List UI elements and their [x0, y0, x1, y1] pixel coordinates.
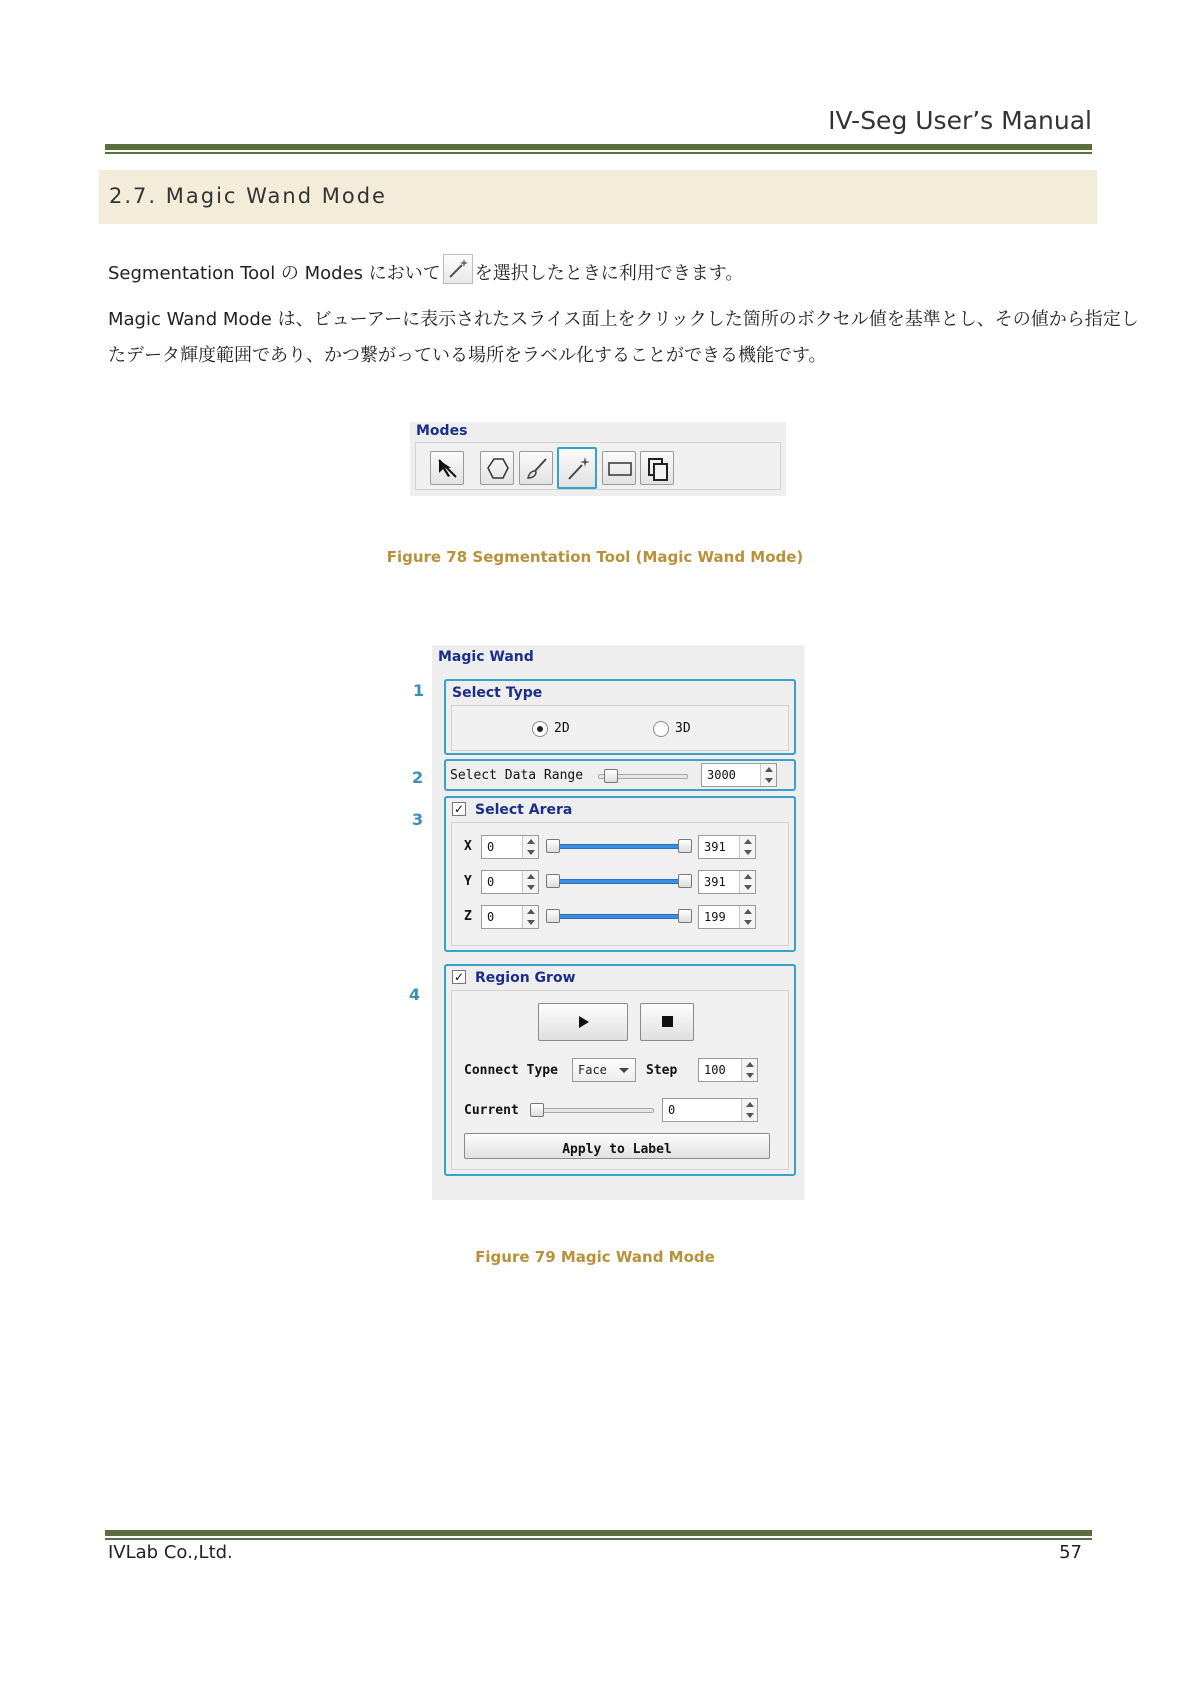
connect-type-value: Face [578, 1063, 607, 1077]
stop-icon [641, 1004, 695, 1040]
brush-icon [524, 456, 550, 482]
intro-text-before: Segmentation Tool の Modes において [108, 263, 441, 284]
magic-wand-icon [443, 254, 473, 284]
z-max-spinbox[interactable] [698, 905, 756, 929]
y-range-min-handle[interactable] [546, 874, 560, 888]
apply-to-label-button[interactable] [464, 1133, 770, 1159]
x-max-spinbox[interactable] [698, 835, 756, 859]
figure-79-caption: Figure 79 Magic Wand Mode [475, 1248, 715, 1266]
header-rule [105, 144, 1092, 154]
y-min-value: 0 [487, 875, 495, 889]
modes-toolbar [415, 442, 781, 490]
play-icon [539, 1004, 629, 1040]
x-min-value: 0 [487, 840, 495, 854]
chevron-down-icon [619, 1068, 629, 1073]
current-spinbox[interactable] [662, 1098, 758, 1122]
polygon-icon [485, 456, 511, 482]
apply-to-label-text: Apply to Label [562, 1142, 672, 1157]
axis-x-label: X [464, 839, 472, 854]
select-type-group [444, 679, 796, 755]
rectangle-icon [607, 456, 633, 482]
magic-wand-panel [432, 645, 804, 1200]
y-min-spinbox[interactable] [481, 870, 539, 894]
step-label: Step [646, 1063, 678, 1078]
y-max-spinbox[interactable] [698, 870, 756, 894]
select-type-options [451, 705, 789, 751]
region-grow-checkbox[interactable]: ✓ [453, 970, 465, 984]
select-area-title: Select Arera [475, 802, 573, 818]
radio-3d-label: 3D [675, 721, 691, 736]
callout-4: 4 [409, 985, 421, 1004]
select-type-title: Select Type [452, 685, 543, 701]
callout-3: 3 [412, 810, 424, 829]
region-grow-stop-button[interactable] [640, 1003, 694, 1041]
pointer-tool-button[interactable] [430, 451, 464, 485]
connect-type-label: Connect Type [464, 1063, 558, 1078]
x-max-value: 391 [704, 840, 726, 854]
section-heading-band [99, 170, 1097, 224]
spin-arrows-icon[interactable] [739, 836, 755, 858]
callout-1: 1 [413, 681, 425, 700]
x-range-slider-track[interactable] [552, 844, 682, 849]
magic-wand-icon [563, 453, 593, 485]
brush-tool-button[interactable] [519, 451, 553, 485]
select-area-body [451, 822, 789, 946]
copy-tool-button[interactable] [640, 451, 674, 485]
current-progress-handle[interactable] [530, 1103, 544, 1117]
footer-company: IVLab Co.,Ltd. [108, 1542, 233, 1563]
modes-panel [410, 422, 786, 496]
y-range-max-handle[interactable] [678, 874, 692, 888]
manual-title: IV-Seg User’s Manual [828, 106, 1092, 135]
magic-wand-title: Magic Wand [438, 649, 534, 665]
connect-type-dropdown[interactable] [572, 1058, 636, 1082]
current-value: 0 [668, 1103, 676, 1117]
region-grow-title: Region Grow [475, 970, 576, 986]
current-progress-track [536, 1108, 654, 1113]
data-range-slider-handle[interactable] [604, 769, 618, 783]
spin-arrows-icon[interactable] [522, 871, 538, 893]
modes-title: Modes [416, 423, 468, 439]
y-range-slider-track[interactable] [552, 879, 682, 884]
x-range-max-handle[interactable] [678, 839, 692, 853]
axis-z-label: Z [464, 909, 472, 924]
data-range-spinbox[interactable] [701, 763, 777, 787]
data-range-group [444, 759, 796, 791]
polygon-tool-button[interactable] [480, 451, 514, 485]
magic-wand-tool-button[interactable] [557, 447, 597, 489]
intro-text-after: を選択したときに利用できます。 [474, 263, 744, 284]
footer-rule [105, 1530, 1092, 1540]
x-range-min-handle[interactable] [546, 839, 560, 853]
region-grow-body [451, 990, 789, 1170]
z-max-value: 199 [704, 910, 726, 924]
x-min-spinbox[interactable] [481, 835, 539, 859]
region-grow-group [444, 964, 796, 1176]
intro-paragraph [108, 254, 743, 285]
axis-y-label: Y [464, 874, 472, 889]
region-grow-play-button[interactable] [538, 1003, 628, 1041]
spin-arrows-icon[interactable] [739, 871, 755, 893]
page-number: 57 [1059, 1542, 1082, 1563]
data-range-label: Select Data Range [450, 768, 584, 783]
figure-78-caption: Figure 78 Segmentation Tool (Magic Wand Mode) [386, 548, 804, 566]
spin-arrows-icon[interactable] [741, 1059, 757, 1081]
z-min-spinbox[interactable] [481, 905, 539, 929]
spin-arrows-icon[interactable] [522, 836, 538, 858]
step-value: 100 [704, 1063, 726, 1077]
radio-2d[interactable] [532, 721, 548, 737]
rectangle-tool-button[interactable] [602, 451, 636, 485]
spin-arrows-icon[interactable] [741, 1099, 757, 1121]
current-label: Current [464, 1103, 519, 1118]
description-line-2: たデータ輝度範囲であり、かつ繋がっている場所をラベル化することができる機能です。 [108, 345, 827, 366]
z-range-slider-track[interactable] [552, 914, 682, 919]
spin-arrows-icon[interactable] [522, 906, 538, 928]
step-spinbox[interactable] [698, 1058, 758, 1082]
section-title: 2.7. Magic Wand Mode [109, 184, 387, 208]
spin-arrows-icon[interactable] [760, 764, 776, 786]
spin-arrows-icon[interactable] [739, 906, 755, 928]
y-max-value: 391 [704, 875, 726, 889]
radio-2d-label: 2D [554, 721, 570, 736]
copy-icon [645, 456, 671, 482]
z-min-value: 0 [487, 910, 495, 924]
description-line-1: Magic Wand Mode は、ビューアーに表示されたスライス面上をクリックした箇所のボクセル値を基準とし、その値から指定し [108, 309, 1139, 330]
radio-3d[interactable] [653, 721, 669, 737]
data-range-value: 3000 [707, 768, 736, 782]
z-range-min-handle[interactable] [546, 909, 560, 923]
z-range-max-handle[interactable] [678, 909, 692, 923]
select-area-group [444, 796, 796, 952]
pointer-icon [435, 456, 461, 482]
select-area-checkbox[interactable]: ✓ [453, 802, 465, 816]
callout-2: 2 [412, 768, 424, 787]
